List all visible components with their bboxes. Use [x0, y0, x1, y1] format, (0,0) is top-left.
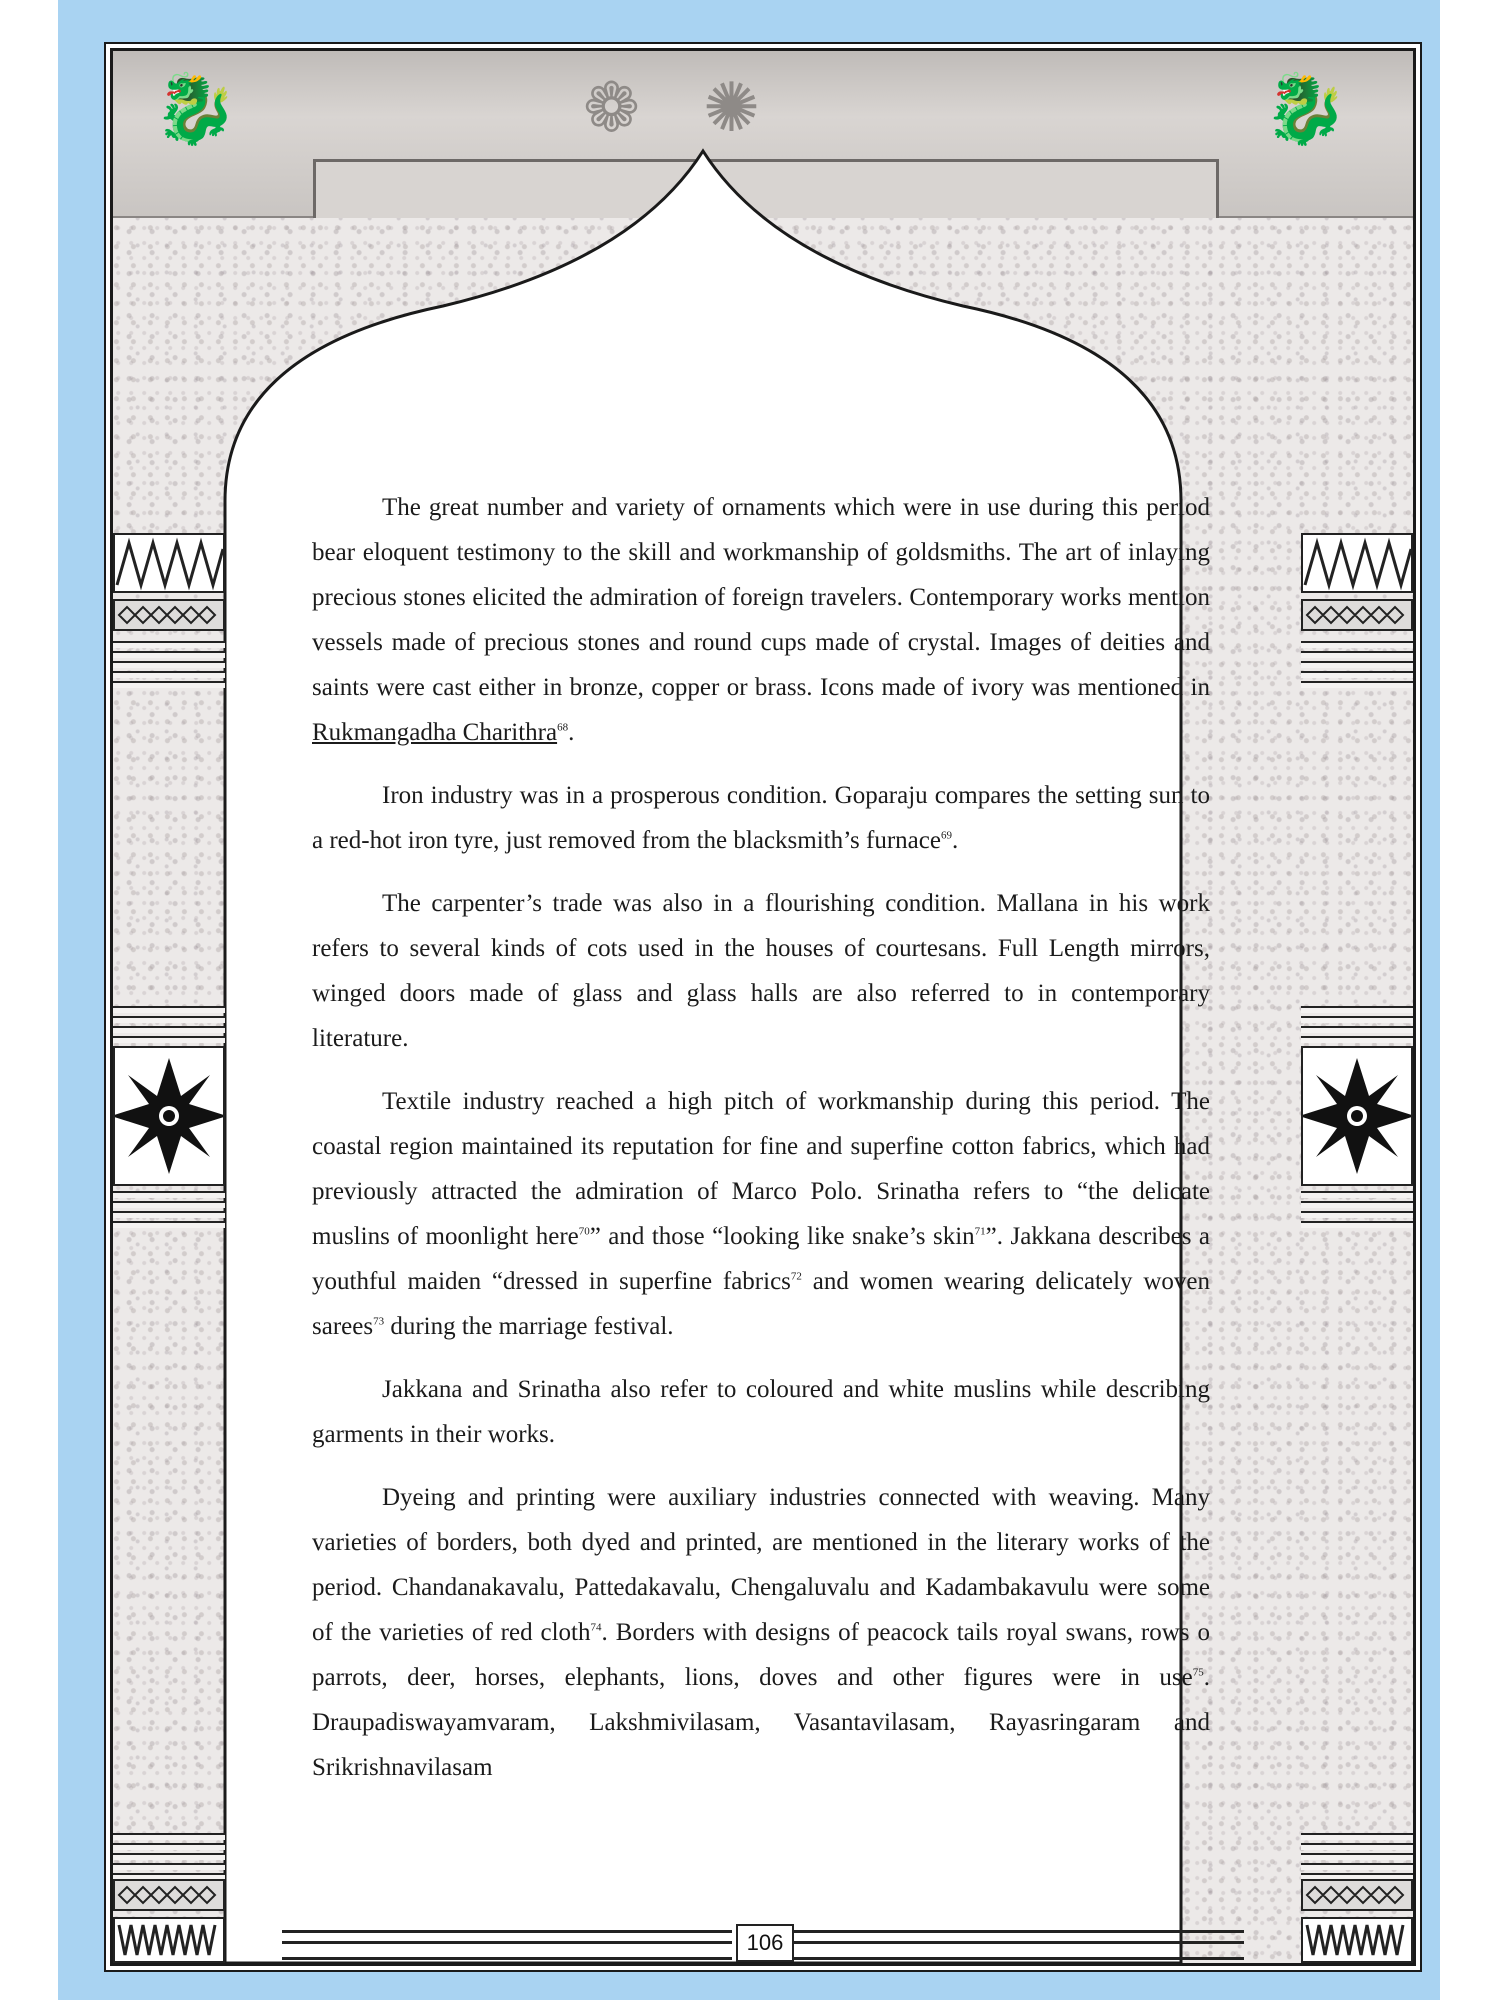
footnote-ref: 70: [578, 1225, 590, 1238]
footnote-ref: 73: [373, 1315, 385, 1328]
footer-rule-right: [794, 1930, 1244, 1960]
footer-rule-left: [282, 1930, 732, 1960]
zigzag-band: [1301, 533, 1413, 593]
lion-carving-icon: 🐉: [1263, 71, 1348, 147]
paragraph: Textile industry reached a high pitch of workmanship during this period. The coastal region maintained its reputation for fine and superfine cotton fabrics, which had previously attracted the admiration of Marco Polo. Srinatha refers to “the delicate muslins of moonlight here$^{70}$” and those “looking like snake’s skin$^{71}$”. Jakkana describes a youthful maiden “dressed in superfine fabrics$^{72}$ and women wearing delicately woven sarees$^{73}$ during the marriage festival.: [312, 1088, 1211, 1340]
footnote-ref: 72: [790, 1270, 802, 1283]
paragraph: The carpenter’s trade was also in a flourishing condition. Mallana in his work refers to several kinds of cots used in the houses of courtesans. Full Length mirrors, winged doors made of glass and glass halls are also referred to in contemporary literature.: [312, 890, 1210, 1052]
footnote-ref: 68: [557, 721, 569, 734]
chain-band: [113, 599, 225, 631]
stripe-band: [113, 1006, 225, 1046]
rosette-carving-icon: ❁: [583, 70, 640, 146]
footnote-ref: 74: [590, 1621, 602, 1634]
star-icon: [1303, 1048, 1411, 1184]
stripe-band: [1301, 1191, 1413, 1231]
footnote-ref: 75: [1192, 1666, 1204, 1679]
star-panel: [1301, 1046, 1413, 1186]
footnote-ref: 71: [974, 1225, 986, 1238]
stripe-band: [1301, 1833, 1413, 1883]
star-icon: [115, 1048, 223, 1184]
stripe-band: [1301, 641, 1413, 691]
page-number: 106: [736, 1924, 794, 1962]
paragraph: Iron industry was in a prosperous condition. Goparaju compares the setting sun to a red-hot iron tyre, just removed from the blacksmith’s furnace$^{69}$.: [312, 782, 1210, 854]
paragraph: Dyeing and printing were auxiliary industries connected with weaving. Many varieties of borders, both dyed and printed, are mentioned in the literary works of the period. Chandanakavalu, Pattedakavalu, Chengaluvalu and Kadambakavulu were some of the varieties of red cloth$^{74}$. Borders with designs of peacock tails royal swans, rows o parrots, deer, horses, elephants, lions, doves and other figures were in use$^{75}$. Draupadiswayamvaram, Lakshmivilasam, Vasantavilasam, Rayasringaram and Srikrishnavilasam: [312, 1484, 1210, 1781]
chain-band: [113, 1879, 225, 1911]
stripe-band: [113, 1191, 225, 1231]
book-title: Rukmangadha Charithra: [312, 719, 558, 746]
paragraph: Jakkana and Srinatha also refer to coloured and white muslins while describing garments in their works.: [312, 1376, 1210, 1448]
chain-band: [1301, 599, 1413, 631]
page-footer: [110, 1924, 1416, 1962]
footnote-ref: 69: [940, 829, 952, 842]
zigzag-band: [113, 533, 225, 593]
stripe-band: [1301, 1006, 1413, 1046]
medallion-carving-icon: ✺: [703, 70, 760, 146]
stripe-band: [113, 641, 225, 691]
page-body: [312, 485, 1210, 1808]
paragraph: The great number and variety of ornaments which were in use during this period bear eloquent testimony to the skill and workmanship of goldsmiths. The art of inlaying precious stones elicited the admiration of foreign travelers. Contemporary works mention vessels made of precious stones and round cups made of crystal. Images of deities and saints were cast either in bronze, copper or brass. Icons made of ivory was mentioned in Rukmangadha Charithra$^{68}$.: [312, 494, 1210, 746]
star-panel: [113, 1046, 225, 1186]
stripe-band: [113, 1833, 225, 1883]
lion-carving-icon: 🐉: [153, 71, 238, 147]
right-pillar: [1301, 51, 1413, 1963]
left-pillar: [113, 51, 225, 1963]
chain-band: [1301, 1879, 1413, 1911]
